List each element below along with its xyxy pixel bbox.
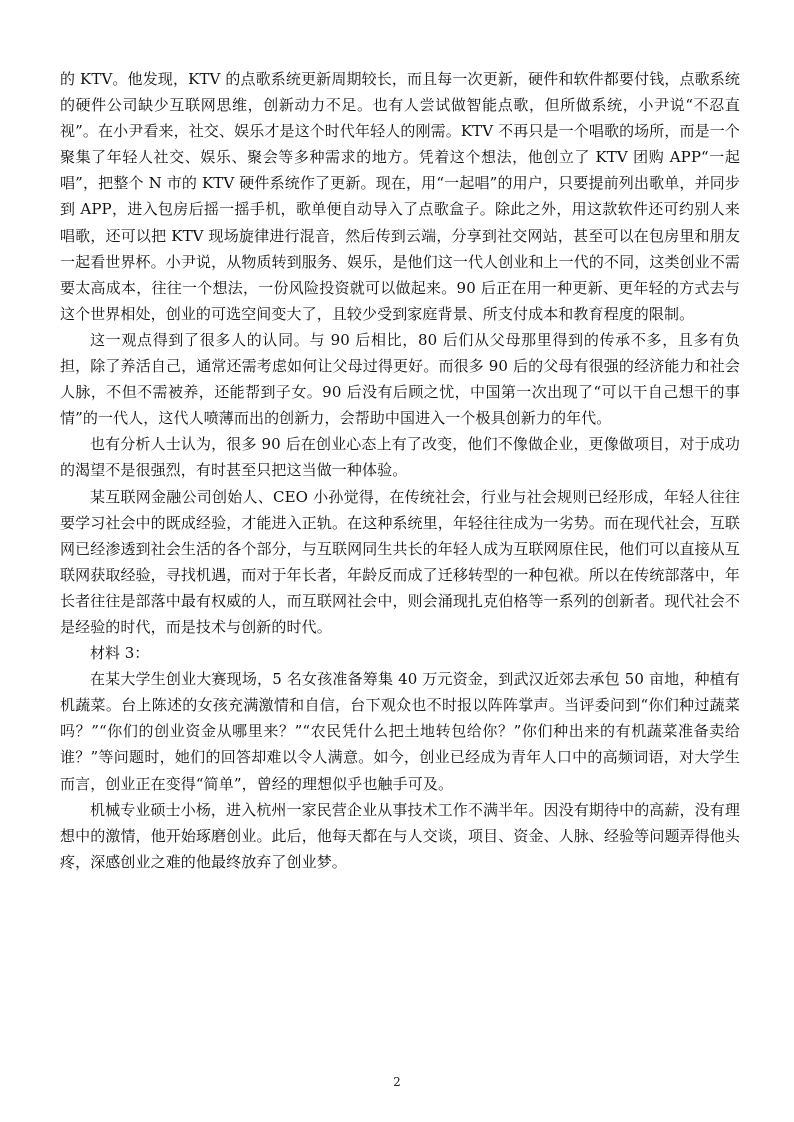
paragraph-ktv-story: 的 KTV。他发现，KTV 的点歌系统更新周期较长，而且每一次更新，硬件和软件都要付钱，点歌系统的硬件公司缺少互联网思维，创新动力不足。也有人尝试做智能点歌，但所做系统，小尹说“不忍直视”。在小尹看来，社交、娱乐才是这个时代年轻人的刚需。KTV 不再只是一个唱歌的场所，而是一个聚集了年轻人社交、娱乐、聚会等多种需求的地方。凭着这个想法，他创立了 KTV 团购 APP“一起唱”，把整个 N 市的 KTV 硬件系统作了更新。现在，用“一起唱”的用户，只要提前列出歌单，并同步到 APP，进入包房后摇一摇手机，歌单便自动导入了点歌盒子。除此之外，用这款软件还可约别人来唱歌，还可以把 KTV 现场旋律进行混音，然后传到云端，分享到社交网站，甚至可以在包房里和朋友一起看世界杯。小尹说，从物质转到服务、娱乐，是他们这一代人创业和上一代的不同，这类创业不需要太高成本，往往一个想法，一份风险投资就可以做起来。90 后正在用一种更新、更年轻的方式去与这个世界相处，创业的可选空间变大了，且较少受到家庭背景、所支付成本和教育程度的限制。 (60, 70, 740, 323)
paragraph-student-contest: 在某大学生创业大赛现场，5 名女孩准备筹集 40 万元资金，到武汉近郊去承包 50 亩地，种植有机蔬菜。台上陈述的女孩充满激情和自信，台下观众也不时报以阵阵掌声。当评委问到“你们种过蔬菜吗？”“你们的创业资金从哪里来？”“农民凭什么把土地转包给你？”你们种出来的有机蔬菜准备卖给谁？”等问题时，她们的回答却难以令人满意。如今，创业已经成为青年人口中的高频词语，对大学生而言，创业正在变得“简单”，曾经的理想似乎也触手可及。 (60, 670, 740, 793)
page-number: 2 (393, 1075, 401, 1089)
paragraph-ceo-view: 某互联网金融公司创始人、CEO 小孙觉得，在传统社会，行业与社会规则已经形成，年轻人往往要学习社会中的既成经验，才能进入正轨。在这种系统里，年轻往往成为一劣势。而在现代社会，互联网已经渗透到社会生活的各个部分，与互联网同生共长的年轻人成为互联网原住民，他们可以直接从互联网获取经验，寻找机遇，而对于年长者，年龄反而成了迁移转型的一种包袱。所以在传统部落中，年长者往往是部落中最有权威的人，而互联网社会中，则会涌现扎克伯格等一系列的创新者。现代社会不是经验的时代，而是技术与创新的时代。 (60, 487, 740, 636)
document-body (60, 66, 740, 875)
paragraph-analyst-view: 也有分析人士认为，很多 90 后在创业心态上有了改变，他们不像做企业，更像做项目，对于成功的渴望不是很强烈，有时甚至只把这当做一种体验。 (60, 435, 740, 480)
paragraph-xiao-yang: 机械专业硕士小杨，进入杭州一家民营企业从事技术工作不满半年。因没有期待中的高薪，没有理想中的激情，他开始琢磨创业。此后，他每天都在与人交谈，项目、资金、人脉、经验等问题弄得他头疼，深感创业之难的他最终放弃了创业梦。 (60, 800, 740, 871)
paragraph-generation-comparison: 这一观点得到了很多人的认同。与 90 后相比，80 后们从父母那里得到的传承不多，且多有负担，除了养活自己，通常还需考虑如何让父母过得更好。而很多 90 后的父母有很强的经济能力和社会人脉，不但不需被养，还能帮到子女。90 后没有后顾之忧，中国第一次出现了“可以干自己想干的事情”的一代人，这代人喷薄而出的创新力，会帮助中国进入一个极具创新力的年代。 (60, 330, 740, 428)
material-heading: 材料 3： (90, 644, 150, 663)
